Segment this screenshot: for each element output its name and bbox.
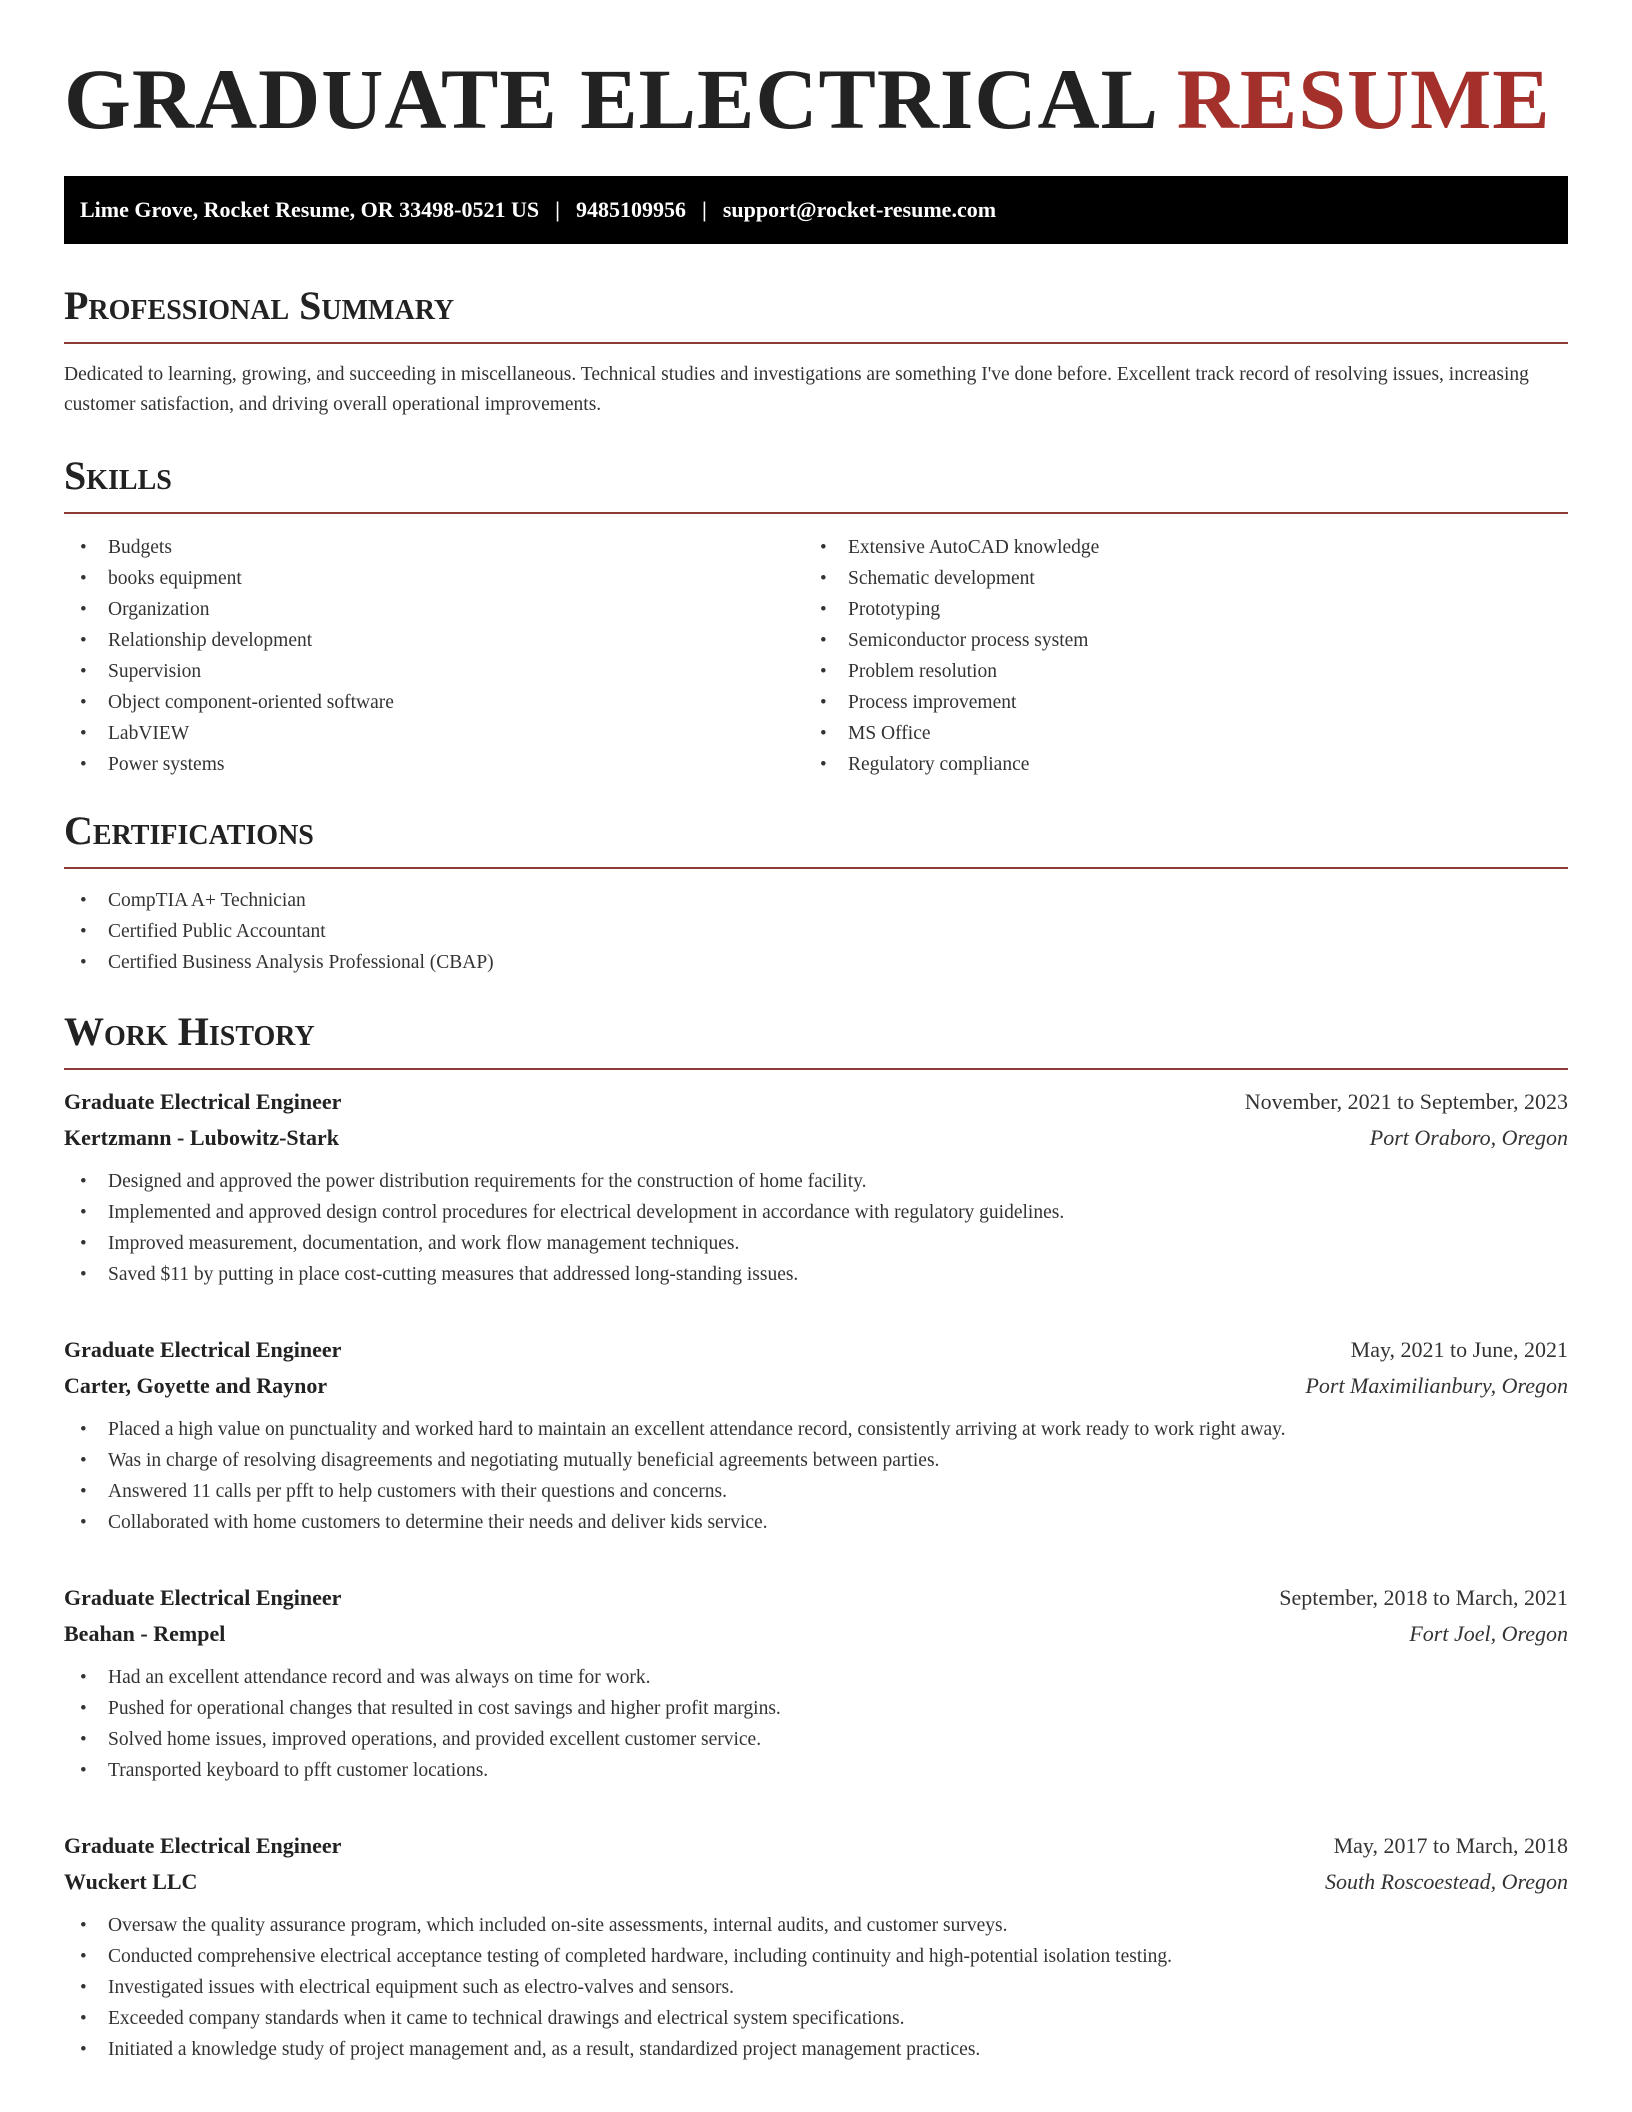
title-accent: RESUME: [1176, 51, 1551, 147]
job-bullet: • Investigated issues with electrical equipment such as electro-valves and sensors.: [64, 1972, 1568, 2003]
certifications-heading: Certifications: [64, 811, 1568, 869]
job-location: South Roscoestead, Oregon: [1325, 1869, 1568, 1894]
job-entry: [64, 1084, 1568, 1290]
skill-item: • Organization: [64, 594, 804, 625]
job-bullet: • Was in charge of resolving disagreements and negotiating mutually beneficial agreements between parties.: [64, 1445, 1568, 1476]
job-header-row: [64, 1580, 1568, 1616]
work-history-section: [64, 1009, 1568, 2065]
job-dates: May, 2021 to June, 2021: [1350, 1337, 1568, 1362]
job-entry: [64, 1580, 1568, 1786]
contact-phone[interactable]: 9485109956: [575, 197, 686, 222]
contact-email[interactable]: support@rocket-resume.com: [722, 197, 997, 222]
job-location: Port Oraboro, Oregon: [1369, 1125, 1568, 1150]
job-spacer: [64, 1538, 1568, 1566]
job-bullet: • Transported keyboard to pfft customer locations.: [64, 1755, 1568, 1786]
job-title: Graduate Electrical Engineer: [64, 1833, 342, 1858]
job-bullet: • Pushed for operational changes that resulted in cost savings and higher profit margins.: [64, 1693, 1568, 1724]
job-title: Graduate Electrical Engineer: [64, 1585, 342, 1610]
skills-section: [64, 453, 1568, 780]
title-main: GRADUATE ELECTRICAL: [64, 51, 1155, 147]
contact-bar: [64, 176, 1568, 244]
skill-item: • MS Office: [804, 718, 1544, 749]
skills-heading: Skills: [64, 456, 1568, 514]
certifications-list: [64, 885, 1568, 978]
skill-item: • Schematic development: [804, 563, 1544, 594]
resume-title: [64, 51, 1551, 147]
work-history-heading: Work History: [64, 1012, 1568, 1070]
job-company-row: [64, 1368, 1568, 1404]
job-company-row: [64, 1616, 1568, 1652]
skill-item: • Budgets: [64, 532, 804, 563]
skill-item: • Prototyping: [804, 594, 1544, 625]
skill-item: • Semiconductor process system: [804, 625, 1544, 656]
job-company: Beahan - Rempel: [64, 1621, 226, 1646]
job-header-row: [64, 1084, 1568, 1120]
job-bullet: • Conducted comprehensive electrical acceptance testing of completed hardware, including continuity and high-potential isolation testing.: [64, 1941, 1568, 1972]
job-dates: September, 2018 to March, 2021: [1279, 1585, 1568, 1610]
skill-item: • books equipment: [64, 563, 804, 594]
certification-item: • CompTIA A+ Technician: [64, 885, 1568, 916]
job-bullet-list: [64, 1414, 1568, 1538]
job-entry: [64, 1828, 1568, 2065]
skill-item: • Regulatory compliance: [804, 749, 1544, 780]
skills-list-left: [64, 532, 804, 780]
job-bullet: • Oversaw the quality assurance program, which included on-site assessments, internal audits, and customer surveys.: [64, 1910, 1568, 1941]
skill-item: • Supervision: [64, 656, 804, 687]
skill-item: • Extensive AutoCAD knowledge: [804, 532, 1544, 563]
job-dates: May, 2017 to March, 2018: [1333, 1833, 1568, 1858]
skill-item: • Power systems: [64, 749, 804, 780]
job-title: Graduate Electrical Engineer: [64, 1089, 342, 1114]
job-title: Graduate Electrical Engineer: [64, 1337, 342, 1362]
job-spacer: [64, 1786, 1568, 1814]
job-bullet: • Had an excellent attendance record and was always on time for work.: [64, 1662, 1568, 1693]
job-location: Port Maximilianbury, Oregon: [1305, 1373, 1568, 1398]
job-location: Fort Joel, Oregon: [1409, 1621, 1568, 1646]
job-bullet: • Placed a high value on punctuality and worked hard to maintain an excellent attendance record, consistently arriving at work ready to work right away.: [64, 1414, 1568, 1445]
skill-item: • Object component-oriented software: [64, 687, 804, 718]
skill-item: • Problem resolution: [804, 656, 1544, 687]
job-company-row: [64, 1864, 1568, 1900]
contact-address: Lime Grove, Rocket Resume, OR 33498-0521 US: [80, 197, 540, 222]
contact-separator: |: [555, 197, 560, 222]
job-entry: [64, 1332, 1568, 1538]
job-bullet: • Solved home issues, improved operations, and provided excellent customer service.: [64, 1724, 1568, 1755]
job-bullet-list: [64, 1662, 1568, 1786]
job-bullet: • Implemented and approved design control procedures for electrical development in accordance with regulatory guidelines.: [64, 1197, 1568, 1228]
skill-item: • Relationship development: [64, 625, 804, 656]
job-bullet: • Designed and approved the power distribution requirements for the construction of home facility.: [64, 1166, 1568, 1197]
job-bullet: • Initiated a knowledge study of project management and, as a result, standardized project management practices.: [64, 2034, 1568, 2065]
job-dates: November, 2021 to September, 2023: [1244, 1089, 1568, 1114]
job-company: Carter, Goyette and Raynor: [64, 1373, 328, 1398]
summary-text: Dedicated to learning, growing, and succeeding in miscellaneous. Technical studies and investigations are something I've done before. Excellent track record of resolving issues, increasing customer satisfaction, and driving overall operational improvements.: [64, 364, 1529, 415]
job-company: Kertzmann - Lubowitz-Stark: [64, 1125, 339, 1150]
job-bullet-list: [64, 1166, 1568, 1290]
job-company-row: [64, 1120, 1568, 1156]
job-bullet-list: [64, 1910, 1568, 2065]
skills-list-right: [804, 532, 1544, 780]
job-header-row: [64, 1332, 1568, 1368]
job-header-row: [64, 1828, 1568, 1864]
certification-item: • Certified Business Analysis Professional (CBAP): [64, 947, 1568, 978]
certifications-section: [64, 808, 1568, 978]
job-bullet: • Exceeded company standards when it came to technical drawings and electrical system specifications.: [64, 2003, 1568, 2034]
job-bullet: • Answered 11 calls per pfft to help customers with their questions and concerns.: [64, 1476, 1568, 1507]
jobs-list: [64, 1084, 1568, 2065]
job-bullet: • Improved measurement, documentation, and work flow management techniques.: [64, 1228, 1568, 1259]
contact-separator: |: [701, 197, 707, 222]
job-bullet: • Collaborated with home customers to determine their needs and deliver kids service.: [64, 1507, 1568, 1538]
skill-item: • Process improvement: [804, 687, 1544, 718]
summary-section: [64, 283, 1568, 420]
job-spacer: [64, 1290, 1568, 1318]
job-company: Wuckert LLC: [64, 1869, 198, 1894]
summary-heading: Professional Summary: [64, 286, 1568, 344]
skill-item: • LabVIEW: [64, 718, 804, 749]
certification-item: • Certified Public Accountant: [64, 916, 1568, 947]
job-bullet: • Saved $11 by putting in place cost-cutting measures that addressed long-standing issues.: [64, 1259, 1568, 1290]
